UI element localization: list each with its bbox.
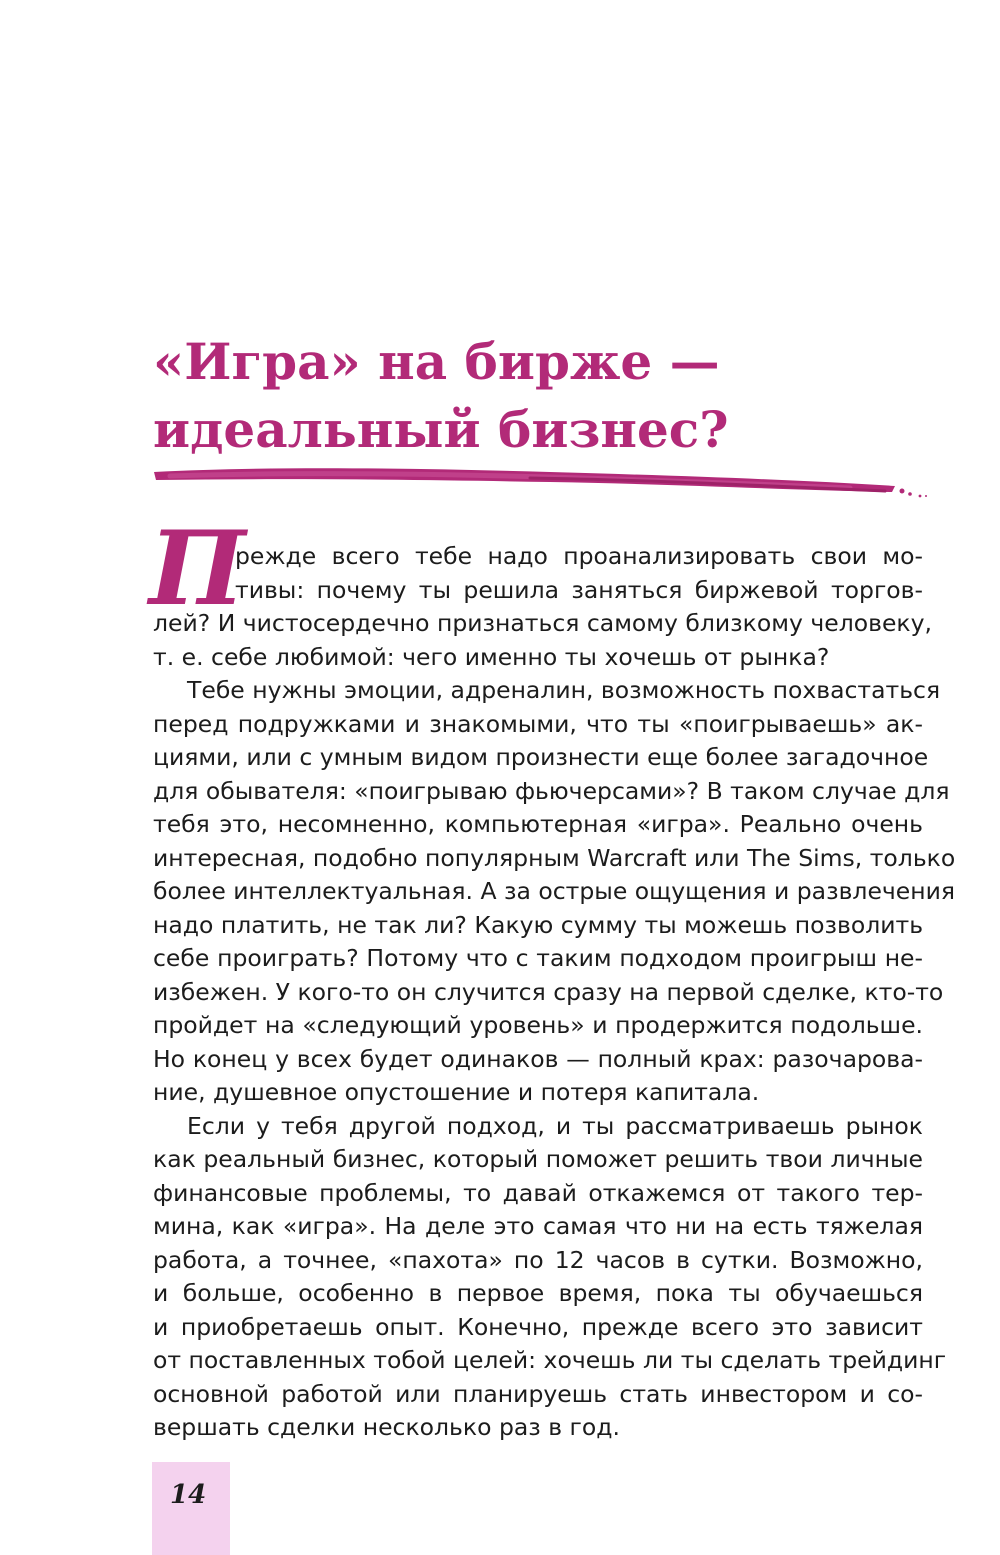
text-line: основной работой или планируешь стать инвестором и со- xyxy=(153,1379,923,1408)
text-line: мина, как «игра». На деле это самая что ни на есть тяжелая xyxy=(153,1212,923,1240)
text-line: Тебе нужны эмоции, адреналин, возможность похвастаться xyxy=(187,676,941,704)
text-line: тебя это, несомненно, компьютерная «игра». Реально очень xyxy=(153,810,923,838)
text-line: и приобретаешь опыт. Конечно, прежде всего это зависит xyxy=(153,1312,923,1341)
paragraph-1 xyxy=(153,540,932,674)
text-line: и больше, особенно в первое время, пока ты обучаешься xyxy=(153,1279,923,1307)
text-line: более интеллектуальная. А за острые ощущения и развлечения xyxy=(153,877,956,905)
text-line: от поставленных тобой целей: хочешь ли ты сделать трейдинг xyxy=(153,1346,947,1374)
page-number: 14 xyxy=(170,1480,207,1510)
text-line: ние, душевное опустошение и потеря капитала. xyxy=(153,1078,760,1106)
paragraph-2 xyxy=(153,674,956,1110)
chapter-title-line-2: идеальный бизнес? xyxy=(153,400,729,459)
text-line: пройдет на «следующий уровень» и продержится подольше. xyxy=(153,1011,923,1039)
text-line: как реальный бизнес, который поможет решить твои личные xyxy=(153,1145,923,1173)
text-line: перед подружками и знакомыми, что ты «поигрываешь» ак- xyxy=(153,709,923,738)
chapter-title xyxy=(153,328,913,464)
text-line: вершать сделки несколько раз в год. xyxy=(153,1413,620,1441)
text-line: т. е. себе любимой: чего именно ты хочешь от рынка? xyxy=(153,642,830,671)
text-line: надо платить, не так ли? Какую сумму ты можешь позволить xyxy=(153,910,924,939)
paragraph-3 xyxy=(153,1110,947,1445)
text-line: лей? И чистосердечно признаться самому близкому человеку, xyxy=(153,609,932,637)
text-line: себе проиграть? Потому что с таким подходом проигрыш не- xyxy=(153,944,923,972)
drop-cap: П xyxy=(149,509,246,629)
body-text xyxy=(149,509,956,1445)
brush-stroke-divider xyxy=(150,458,930,504)
text-line: интересная, подобно популярным Warcraft или The Sims, только xyxy=(153,843,956,872)
text-line: работа, а точнее, «пахота» по 12 часов в сутки. Возможно, xyxy=(153,1245,923,1274)
text-line: для обывателя: «поигрываю фьючерсами»? В таком случае для xyxy=(153,776,950,805)
text-line: циями, или с умным видом произнести еще более загадочное xyxy=(153,743,929,771)
text-line: избежен. У кого-то он случится сразу на первой сделке, кто-то xyxy=(153,977,944,1006)
text-line: Если у тебя другой подход, и ты рассматриваешь рынок xyxy=(187,1111,923,1140)
text-line: тивы: почему ты решила заняться биржевой торгов- xyxy=(235,575,923,604)
chapter-title-line-1: «Игра» на бирже — xyxy=(153,332,720,391)
text-line: Но конец у всех будет одинаков — полный крах: разочарова- xyxy=(153,1044,923,1073)
text-line: финансовые проблемы, то давай откажемся от такого тер- xyxy=(153,1178,923,1207)
text-line: режде всего тебе надо проанализировать свои мо- xyxy=(235,542,923,570)
